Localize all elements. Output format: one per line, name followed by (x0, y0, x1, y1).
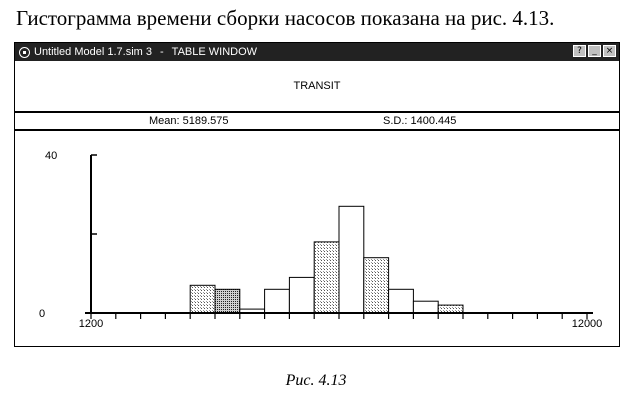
help-button[interactable]: ? (573, 45, 586, 57)
histogram-bar (265, 289, 290, 313)
histogram-chart (15, 131, 619, 348)
table-window (14, 42, 620, 347)
table-title: TRANSIT (15, 61, 619, 113)
document-heading: Гистограмма времени сборки насосов показана на рис. 4.13. (16, 6, 555, 30)
histogram-bar (314, 242, 339, 313)
histogram-bar (438, 305, 463, 313)
window-titlebar[interactable] (15, 43, 619, 61)
x-tick-label: 12000 (571, 318, 603, 330)
histogram-bar (364, 258, 389, 313)
histogram-bar (289, 277, 314, 313)
histogram-bar (413, 301, 438, 313)
y-tick-label: 40 (45, 150, 58, 162)
histogram-bar (339, 206, 364, 313)
figure-caption: Рис. 4.13 (285, 372, 347, 389)
app-icon[interactable] (19, 47, 30, 58)
sd-value: S.D.: 1400.445 (383, 115, 457, 127)
histogram-area (15, 131, 619, 348)
histogram-bar (389, 289, 414, 313)
window-title-separator: - (160, 46, 164, 58)
y-tick-label: 0 (39, 308, 46, 320)
close-button[interactable]: × (603, 45, 616, 57)
histogram-bar (190, 285, 215, 313)
histogram-bar (215, 289, 240, 313)
window-controls (573, 45, 616, 57)
stats-row (15, 113, 619, 131)
mean-value: Mean: 5189.575 (149, 115, 229, 127)
window-title-name: TABLE WINDOW (171, 46, 258, 58)
window-title-model: Untitled Model 1.7.sim 3 (34, 46, 152, 58)
x-tick-label: 1200 (78, 318, 104, 330)
minimize-button[interactable]: _ (588, 45, 601, 57)
